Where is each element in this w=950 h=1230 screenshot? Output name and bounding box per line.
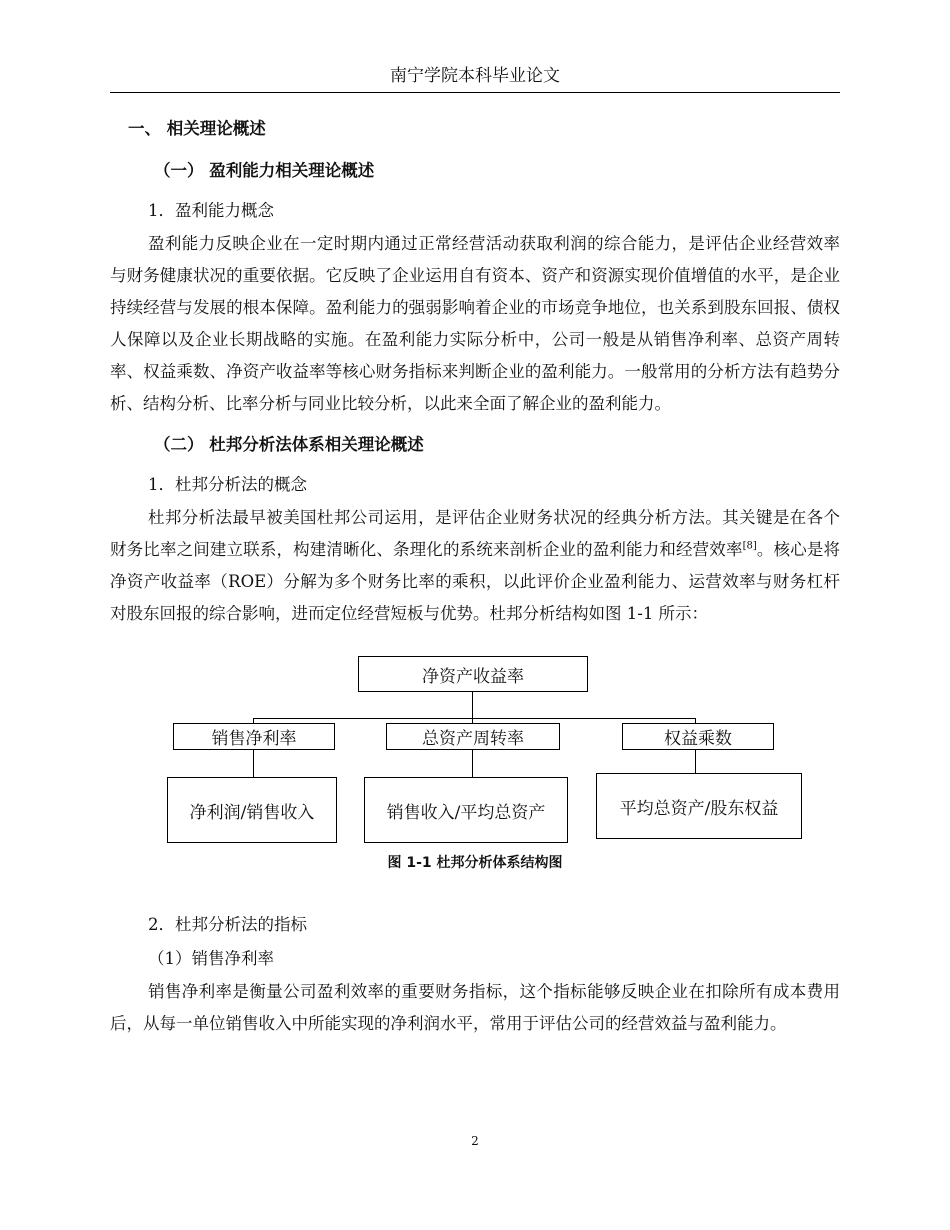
running-header: 南宁学院本科毕业论文 [390, 66, 560, 86]
dupont-structure-diagram [110, 656, 840, 886]
paragraph-dupont-part1: 杜邦分析法最早被美国杜邦公司运用，是评估企业财务状况的经典分析方法。其关键是在各个财务比率之间建立联系，构建清晰化、条理化的系统来剖析企业的盈利能力和经营效率 [110, 508, 840, 559]
page-number: 2 [471, 1134, 479, 1148]
paragraph-dupont-concept [110, 502, 840, 630]
diagram-node-net-profit-over-sales: 净利润/销售收入 [167, 777, 337, 843]
connector-right-lower [695, 749, 696, 773]
subsection-heading-dupont: （二） 杜邦分析法体系相关理论概述 [154, 435, 424, 454]
connector-level2-bar [253, 718, 695, 719]
paragraph-dupont-part2: 。核心是将净资产收益率（ROE）分解为多个财务比率的乘积，以此评价企业盈利能力、运营效率与财务杠杆对股东回报的综合影响，进而定位经营短板与优势。杜邦分析结构如图 1-1 所示： [110, 540, 841, 623]
paragraph-net-profit-margin: 销售净利率是衡量公司盈利效率的重要财务指标，这个指标能够反映企业在扣除所有成本费用后，从每一单位销售收入中所能实现的净利润水平，常用于评估公司的经营效益与盈利能力。 [110, 982, 840, 1033]
diagram-node-asset-turnover: 总资产周转率 [386, 723, 560, 750]
subitem-title-net-profit-margin: （1）销售净利率 [148, 949, 274, 968]
citation-reference: [8] [742, 540, 757, 552]
item-title-dupont-concept: 1．杜邦分析法的概念 [148, 475, 307, 494]
page-content [110, 112, 840, 1040]
diagram-node-sales-over-avg-assets: 销售收入/平均总资产 [364, 777, 568, 843]
connector-middle-lower [472, 749, 473, 777]
item-title-dupont-indicators: 2．杜邦分析法的指标 [148, 915, 307, 934]
diagram-node-equity-multiplier: 权益乘数 [622, 723, 774, 750]
header-rule [110, 92, 840, 93]
subsection-heading-profitability: （一） 盈利能力相关理论概述 [154, 161, 375, 180]
diagram-node-avg-assets-over-equity: 平均总资产/股东权益 [596, 773, 802, 839]
section-heading: 一、 相关理论概述 [128, 119, 266, 138]
connector-root-down [472, 691, 473, 718]
item-title-profitability-concept: 1．盈利能力概念 [148, 201, 274, 220]
paragraph-profitability: 盈利能力反映企业在一定时期内通过正常经营活动获取利润的综合能力，是评估企业经营效率与财务健康状况的重要依据。它反映了企业运用自有资本、资产和资源实现价值增值的水平，是企业持续经营与发展的根本保障。盈利能力的强弱影响着企业的市场竞争地位，也关系到股东回报、债权人保障以及企业长期战略的实施。在盈利能力实际分析中，公司一般是从销售净利率、总资产周转率、权益乘数、净资产收益率等核心财务指标来判断企业的盈利能力。一般常用的分析方法有趋势分析、结构分析、比率分析与同业比较分析，以此来全面了解企业的盈利能力。 [110, 234, 840, 413]
connector-left-lower [253, 749, 254, 777]
diagram-node-net-profit-margin: 销售净利率 [173, 723, 335, 750]
figure-caption: 图 1-1 杜邦分析体系结构图 [387, 855, 563, 871]
diagram-node-roe: 净资产收益率 [358, 656, 588, 692]
